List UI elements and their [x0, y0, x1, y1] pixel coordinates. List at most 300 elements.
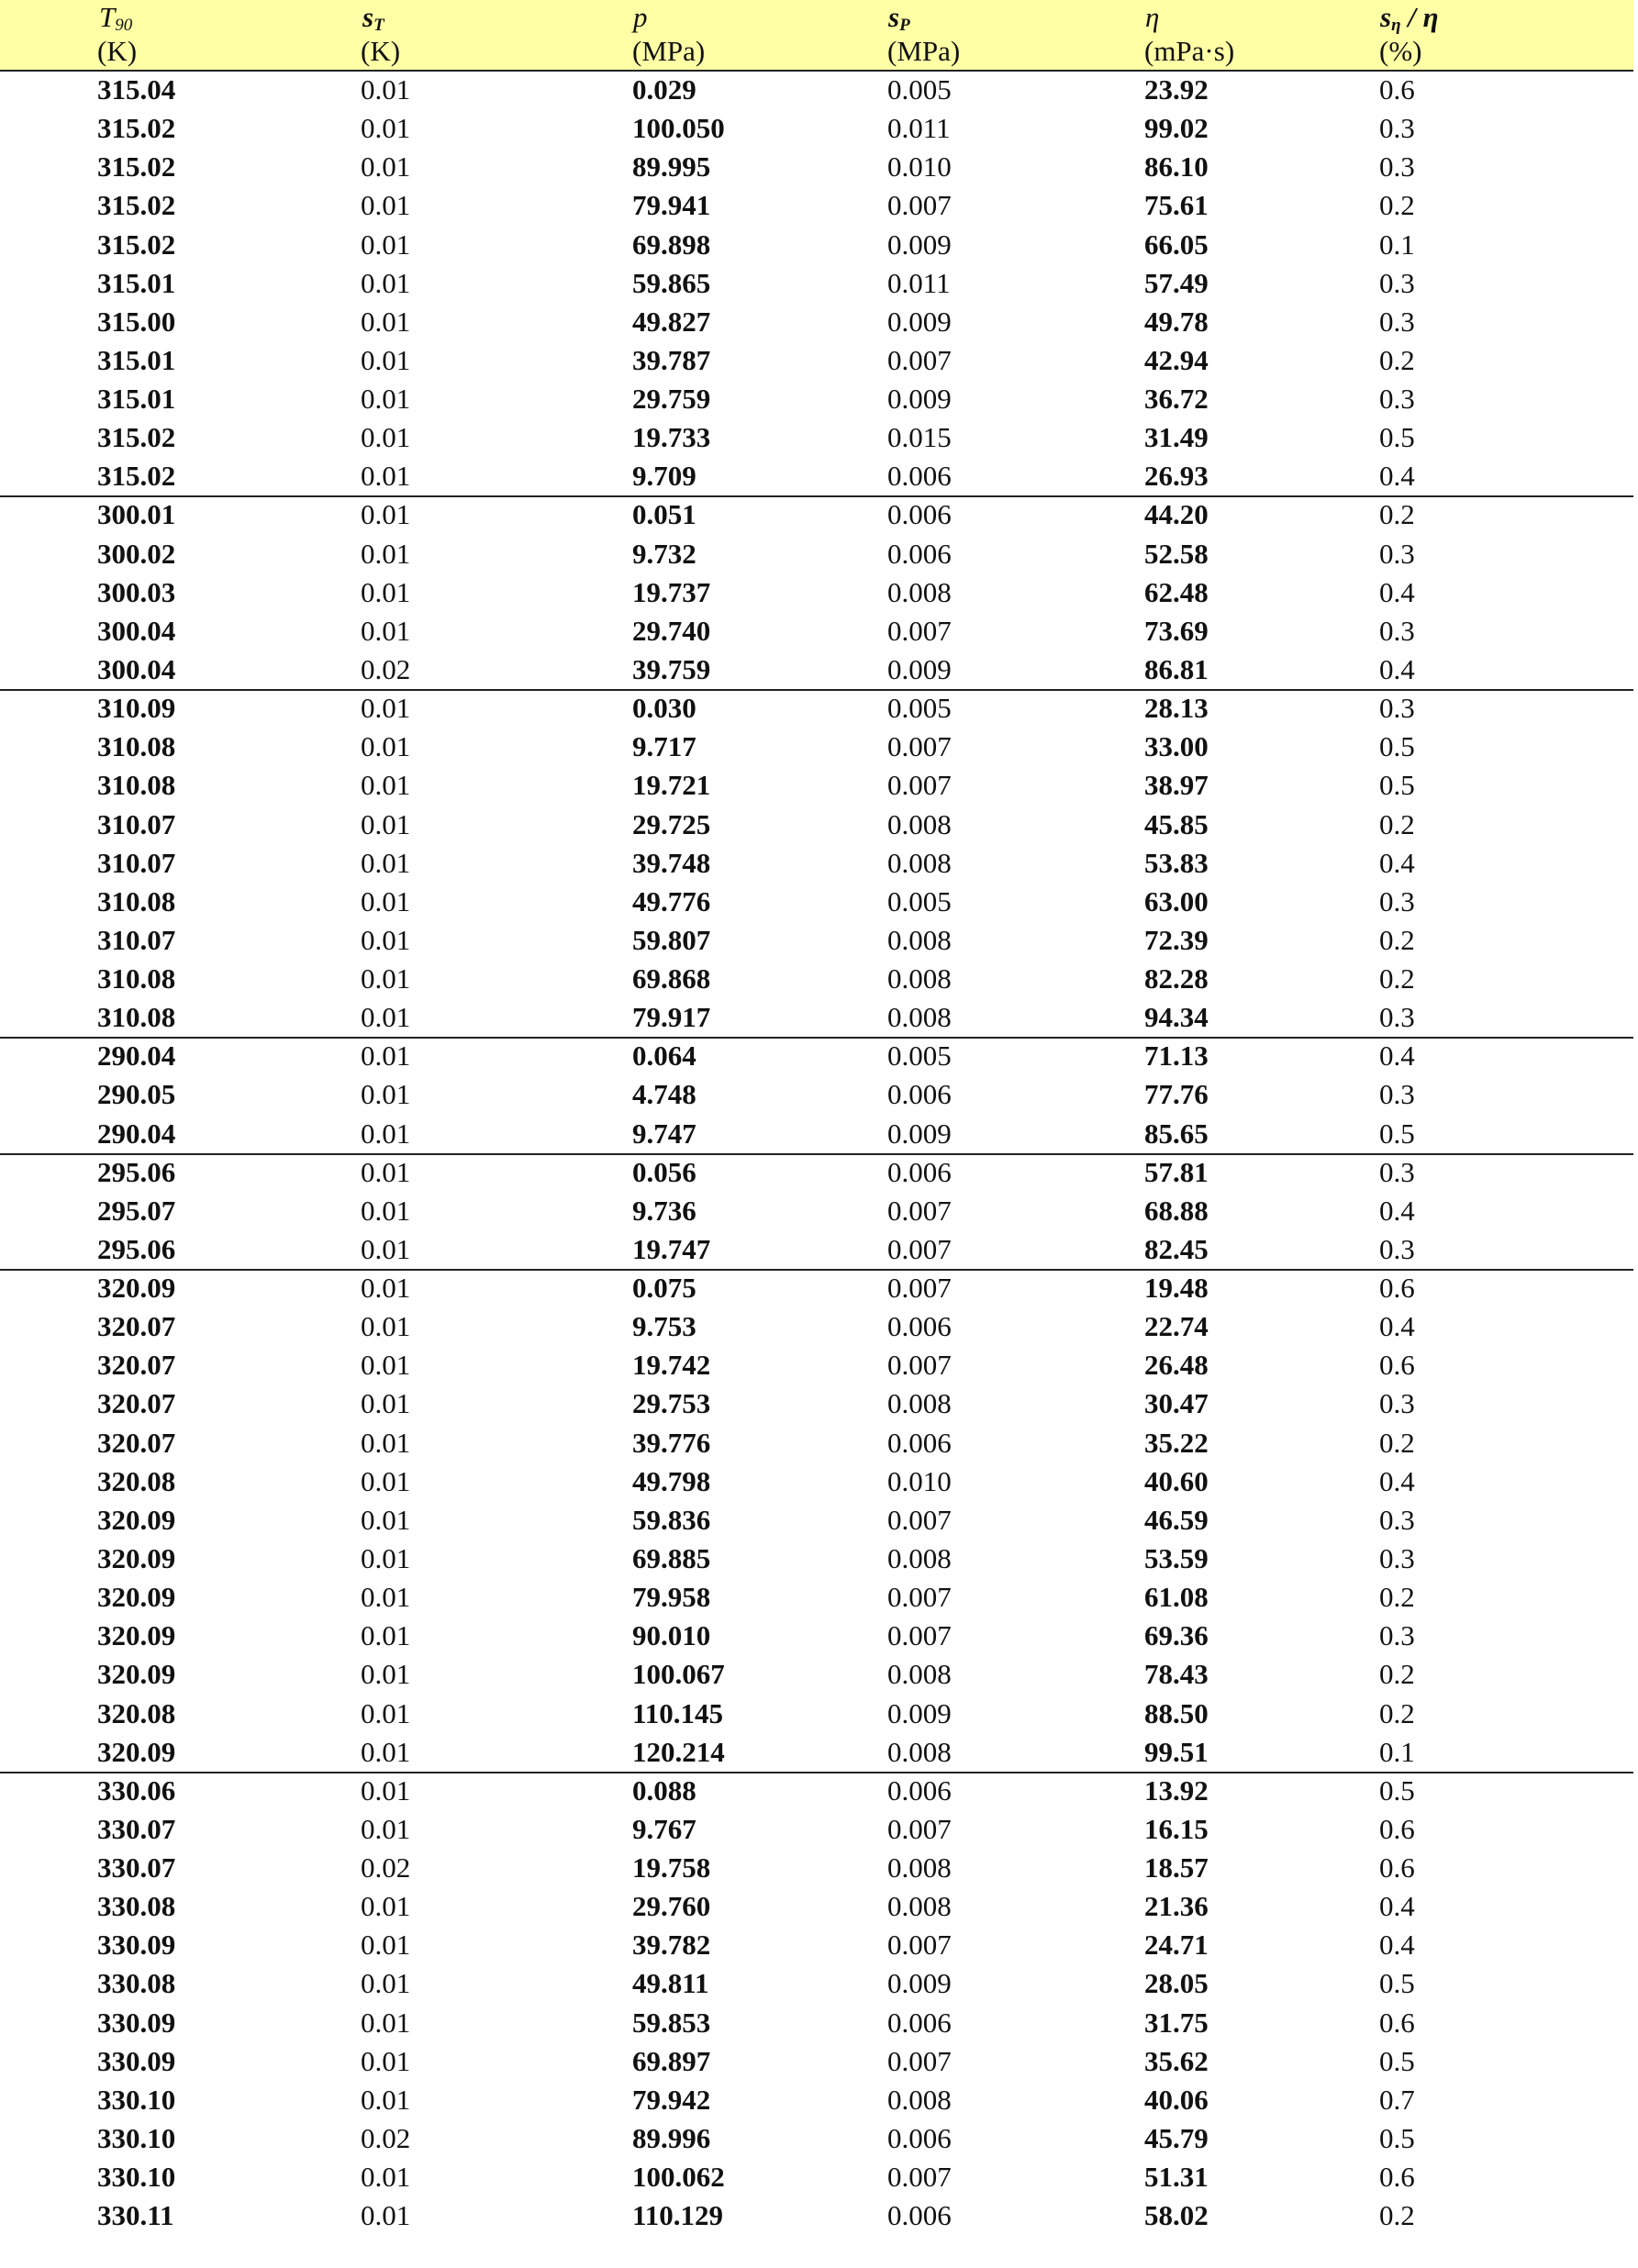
- cell-temperature: 310.09: [97, 692, 176, 725]
- cell-temperature: 330.09: [97, 2006, 176, 2039]
- cell-viscosity: 40.06: [1144, 2083, 1209, 2116]
- cell-relative-uncertainty: 0.4: [1379, 1040, 1415, 1073]
- cell-pressure: 79.941: [632, 189, 711, 222]
- cell-pressure-uncertainty: 0.007: [887, 189, 952, 222]
- cell-pressure-uncertainty: 0.006: [887, 2199, 952, 2232]
- cell-relative-uncertainty: 0.5: [1379, 730, 1415, 763]
- cell-relative-uncertainty: 0.5: [1379, 769, 1415, 802]
- cell-pressure-uncertainty: 0.007: [887, 1232, 952, 1265]
- cell-viscosity: 35.22: [1144, 1426, 1209, 1459]
- cell-pressure: 9.747: [632, 1117, 696, 1150]
- cell-temperature-uncertainty: 0.01: [361, 614, 411, 647]
- cell-pressure-uncertainty: 0.007: [887, 769, 952, 802]
- cell-temperature-uncertainty: 0.01: [361, 1464, 411, 1497]
- cell-pressure: 0.029: [632, 73, 696, 106]
- cell-pressure: 59.865: [632, 266, 711, 299]
- cell-temperature-uncertainty: 0.01: [361, 2199, 411, 2232]
- cell-relative-uncertainty: 0.3: [1379, 1619, 1415, 1652]
- cell-viscosity: 82.45: [1144, 1232, 1209, 1265]
- cell-temperature: 320.07: [97, 1310, 176, 1343]
- cell-pressure: 0.051: [632, 498, 696, 531]
- cell-temperature-uncertainty: 0.01: [361, 1117, 411, 1150]
- cell-temperature: 310.08: [97, 884, 176, 917]
- cell-temperature-uncertainty: 0.01: [361, 112, 411, 145]
- cell-viscosity: 38.97: [1144, 769, 1209, 802]
- cell-pressure-uncertainty: 0.008: [887, 962, 952, 995]
- cell-pressure: 0.088: [632, 1773, 696, 1807]
- unit-viscosity: (mPa·s): [1144, 35, 1235, 67]
- cell-temperature: 295.07: [97, 1194, 176, 1227]
- cell-temperature: 320.09: [97, 1503, 176, 1536]
- cell-viscosity: 52.58: [1144, 537, 1209, 570]
- cell-temperature: 315.04: [97, 73, 176, 106]
- cell-pressure: 110.145: [632, 1696, 724, 1729]
- cell-relative-uncertainty: 0.3: [1379, 692, 1415, 725]
- cell-viscosity: 16.15: [1144, 1812, 1209, 1845]
- cell-pressure: 69.898: [632, 228, 711, 261]
- cell-temperature: 320.09: [97, 1581, 176, 1614]
- cell-temperature: 310.08: [97, 1001, 176, 1034]
- table-header: [0, 0, 1633, 72]
- cell-pressure: 39.782: [632, 1929, 711, 1962]
- cell-pressure-uncertainty: 0.007: [887, 730, 952, 763]
- cell-temperature: 320.09: [97, 1658, 176, 1691]
- cell-temperature-uncertainty: 0.01: [361, 1310, 411, 1343]
- cell-pressure: 89.996: [632, 2121, 711, 2154]
- cell-viscosity: 77.76: [1144, 1078, 1209, 1111]
- cell-temperature: 330.11: [97, 2199, 174, 2232]
- cell-pressure-uncertainty: 0.008: [887, 575, 952, 608]
- cell-viscosity: 46.59: [1144, 1503, 1209, 1536]
- cell-pressure: 79.917: [632, 1001, 711, 1034]
- cell-pressure-uncertainty: 0.010: [887, 150, 952, 183]
- cell-relative-uncertainty: 0.3: [1379, 383, 1415, 415]
- cell-pressure-uncertainty: 0.008: [887, 1387, 952, 1420]
- cell-pressure-uncertainty: 0.007: [887, 1272, 952, 1304]
- cell-relative-uncertainty: 0.3: [1379, 1541, 1415, 1574]
- cell-temperature: 295.06: [97, 1232, 176, 1265]
- cell-temperature-uncertainty: 0.01: [361, 537, 411, 570]
- cell-relative-uncertainty: 0.6: [1379, 2161, 1415, 2193]
- cell-temperature-uncertainty: 0.01: [361, 575, 411, 608]
- cell-viscosity: 30.47: [1144, 1387, 1209, 1420]
- cell-viscosity: 26.48: [1144, 1349, 1209, 1382]
- cell-viscosity: 51.31: [1144, 2161, 1209, 2193]
- cell-temperature-uncertainty: 0.01: [361, 1890, 411, 1923]
- cell-pressure-uncertainty: 0.005: [887, 692, 952, 725]
- cell-temperature-uncertainty: 0.01: [361, 1619, 411, 1652]
- cell-temperature: 320.08: [97, 1696, 176, 1729]
- cell-pressure-uncertainty: 0.009: [887, 305, 952, 338]
- cell-temperature: 300.04: [97, 653, 176, 685]
- cell-pressure-uncertainty: 0.007: [887, 1619, 952, 1652]
- cell-relative-uncertainty: 0.2: [1379, 2199, 1415, 2232]
- cell-relative-uncertainty: 0.3: [1379, 1155, 1415, 1188]
- cell-pressure-uncertainty: 0.008: [887, 1541, 952, 1574]
- cell-pressure: 29.753: [632, 1387, 711, 1420]
- cell-temperature-uncertainty: 0.01: [361, 2161, 411, 2193]
- cell-relative-uncertainty: 0.6: [1379, 1272, 1415, 1304]
- cell-viscosity: 19.48: [1144, 1272, 1209, 1304]
- cell-temperature-uncertainty: 0.01: [361, 1349, 411, 1382]
- cell-pressure-uncertainty: 0.006: [887, 1773, 952, 1807]
- cell-pressure: 0.030: [632, 692, 696, 725]
- cell-temperature-uncertainty: 0.01: [361, 2083, 411, 2116]
- cell-relative-uncertainty: 0.4: [1379, 1194, 1415, 1227]
- header-temperature: $T_{90}$: [99, 1, 133, 35]
- cell-viscosity: 13.92: [1144, 1773, 1209, 1807]
- cell-temperature-uncertainty: 0.01: [361, 1967, 411, 2000]
- cell-temperature: 295.06: [97, 1155, 176, 1188]
- cell-viscosity: 31.75: [1144, 2006, 1209, 2039]
- cell-temperature-uncertainty: 0.01: [361, 923, 411, 956]
- cell-pressure-uncertainty: 0.009: [887, 228, 952, 261]
- cell-relative-uncertainty: 0.6: [1379, 73, 1415, 106]
- cell-viscosity: 62.48: [1144, 575, 1209, 608]
- cell-pressure-uncertainty: 0.007: [887, 1349, 952, 1382]
- cell-pressure-uncertainty: 0.007: [887, 1194, 952, 1227]
- cell-pressure: 89.995: [632, 150, 711, 183]
- cell-pressure-uncertainty: 0.005: [887, 884, 952, 917]
- cell-pressure: 29.760: [632, 1890, 711, 1923]
- cell-pressure: 9.717: [632, 730, 696, 763]
- cell-viscosity: 99.02: [1144, 112, 1209, 145]
- cell-pressure: 39.787: [632, 343, 711, 376]
- cell-viscosity: 22.74: [1144, 1310, 1209, 1343]
- cell-temperature: 330.08: [97, 1890, 176, 1923]
- cell-relative-uncertainty: 0.3: [1379, 537, 1415, 570]
- cell-temperature: 300.03: [97, 575, 176, 608]
- cell-pressure: 100.062: [632, 2161, 725, 2193]
- cell-pressure: 49.827: [632, 305, 711, 338]
- cell-temperature: 310.07: [97, 807, 176, 840]
- cell-viscosity: 85.65: [1144, 1117, 1209, 1150]
- cell-viscosity: 69.36: [1144, 1619, 1209, 1652]
- cell-pressure-uncertainty: 0.009: [887, 383, 952, 415]
- cell-relative-uncertainty: 0.3: [1379, 305, 1415, 338]
- cell-viscosity: 49.78: [1144, 305, 1209, 338]
- cell-relative-uncertainty: 0.6: [1379, 1812, 1415, 1845]
- cell-pressure: 69.885: [632, 1541, 711, 1574]
- cell-pressure-uncertainty: 0.007: [887, 2044, 952, 2077]
- cell-viscosity: 28.05: [1144, 1967, 1209, 2000]
- cell-pressure: 9.753: [632, 1310, 696, 1343]
- cell-temperature-uncertainty: 0.01: [361, 1696, 411, 1729]
- cell-relative-uncertainty: 0.1: [1379, 1735, 1415, 1768]
- cell-relative-uncertainty: 0.4: [1379, 1464, 1415, 1497]
- cell-temperature-uncertainty: 0.01: [361, 884, 411, 917]
- cell-relative-uncertainty: 0.3: [1379, 1232, 1415, 1265]
- cell-temperature-uncertainty: 0.01: [361, 1194, 411, 1227]
- cell-pressure: 59.836: [632, 1503, 711, 1536]
- cell-temperature: 315.02: [97, 189, 176, 222]
- cell-pressure: 110.129: [632, 2199, 724, 2232]
- cell-viscosity: 53.59: [1144, 1541, 1209, 1574]
- cell-temperature: 310.08: [97, 962, 176, 995]
- cell-pressure: 9.732: [632, 537, 696, 570]
- cell-viscosity: 35.62: [1144, 2044, 1209, 2077]
- cell-pressure-uncertainty: 0.009: [887, 653, 952, 685]
- cell-temperature: 290.05: [97, 1078, 176, 1111]
- cell-pressure-uncertainty: 0.009: [887, 1117, 952, 1150]
- cell-temperature: 320.09: [97, 1735, 176, 1768]
- cell-relative-uncertainty: 0.2: [1379, 1696, 1415, 1729]
- header-viscosity: η: [1145, 1, 1160, 33]
- cell-pressure: 0.064: [632, 1040, 696, 1073]
- cell-temperature-uncertainty: 0.01: [361, 1658, 411, 1691]
- cell-viscosity: 99.51: [1144, 1735, 1209, 1768]
- cell-pressure-uncertainty: 0.008: [887, 846, 952, 879]
- unit-relative-uncertainty: (%): [1379, 35, 1422, 67]
- cell-relative-uncertainty: 0.7: [1379, 2083, 1415, 2116]
- cell-temperature-uncertainty: 0.01: [361, 2006, 411, 2039]
- cell-relative-uncertainty: 0.4: [1379, 1890, 1415, 1923]
- cell-pressure: 79.942: [632, 2083, 711, 2116]
- cell-pressure-uncertainty: 0.008: [887, 807, 952, 840]
- cell-relative-uncertainty: 0.2: [1379, 498, 1415, 531]
- cell-temperature: 320.07: [97, 1426, 176, 1459]
- cell-pressure-uncertainty: 0.011: [887, 266, 951, 299]
- cell-temperature-uncertainty: 0.01: [361, 2044, 411, 2077]
- cell-temperature: 315.02: [97, 228, 176, 261]
- cell-relative-uncertainty: 0.3: [1379, 1001, 1415, 1034]
- cell-pressure-uncertainty: 0.009: [887, 1967, 952, 2000]
- cell-temperature-uncertainty: 0.01: [361, 421, 411, 454]
- cell-relative-uncertainty: 0.2: [1379, 962, 1415, 995]
- cell-relative-uncertainty: 0.1: [1379, 228, 1415, 261]
- cell-temperature: 330.08: [97, 1967, 176, 2000]
- header-pressure-uncertainty: $s_P$: [888, 1, 910, 35]
- cell-temperature-uncertainty: 0.01: [361, 1541, 411, 1574]
- cell-temperature: 330.09: [97, 2044, 176, 2077]
- cell-pressure: 9.736: [632, 1194, 696, 1227]
- cell-temperature-uncertainty: 0.02: [361, 653, 411, 685]
- cell-temperature-uncertainty: 0.01: [361, 807, 411, 840]
- cell-pressure: 0.056: [632, 1155, 696, 1188]
- cell-viscosity: 78.43: [1144, 1658, 1209, 1691]
- cell-pressure: 59.807: [632, 923, 711, 956]
- cell-relative-uncertainty: 0.3: [1379, 1387, 1415, 1420]
- cell-pressure: 59.853: [632, 2006, 711, 2039]
- cell-relative-uncertainty: 0.5: [1379, 2044, 1415, 2077]
- cell-temperature-uncertainty: 0.01: [361, 1426, 411, 1459]
- cell-relative-uncertainty: 0.5: [1379, 1773, 1415, 1807]
- cell-temperature: 300.01: [97, 498, 176, 531]
- cell-temperature: 315.02: [97, 112, 176, 145]
- unit-temperature: (K): [97, 35, 138, 67]
- header-temperature-uncertainty: $s_T$: [362, 1, 384, 35]
- cell-pressure: 0.075: [632, 1272, 696, 1304]
- cell-pressure-uncertainty: 0.011: [887, 112, 951, 145]
- cell-pressure: 39.776: [632, 1426, 711, 1459]
- cell-relative-uncertainty: 0.3: [1379, 112, 1415, 145]
- cell-temperature: 315.02: [97, 460, 176, 493]
- cell-temperature-uncertainty: 0.01: [361, 1735, 411, 1768]
- cell-relative-uncertainty: 0.6: [1379, 1851, 1415, 1884]
- cell-relative-uncertainty: 0.4: [1379, 1929, 1415, 1962]
- cell-pressure: 19.737: [632, 575, 711, 608]
- cell-pressure-uncertainty: 0.008: [887, 1658, 952, 1691]
- cell-relative-uncertainty: 0.5: [1379, 2121, 1415, 2154]
- cell-temperature-uncertainty: 0.01: [361, 692, 411, 725]
- cell-pressure-uncertainty: 0.007: [887, 1812, 952, 1845]
- cell-temperature-uncertainty: 0.01: [361, 1929, 411, 1962]
- cell-pressure-uncertainty: 0.005: [887, 1040, 952, 1073]
- cell-temperature-uncertainty: 0.01: [361, 189, 411, 222]
- cell-viscosity: 31.49: [1144, 421, 1209, 454]
- cell-temperature-uncertainty: 0.01: [361, 305, 411, 338]
- cell-relative-uncertainty: 0.3: [1379, 884, 1415, 917]
- cell-pressure-uncertainty: 0.006: [887, 1078, 952, 1111]
- cell-pressure-uncertainty: 0.006: [887, 2006, 952, 2039]
- cell-relative-uncertainty: 0.2: [1379, 1426, 1415, 1459]
- cell-relative-uncertainty: 0.5: [1379, 1967, 1415, 2000]
- cell-viscosity: 73.69: [1144, 614, 1209, 647]
- cell-temperature-uncertainty: 0.01: [361, 1001, 411, 1034]
- cell-pressure-uncertainty: 0.007: [887, 343, 952, 376]
- cell-temperature-uncertainty: 0.01: [361, 498, 411, 531]
- cell-relative-uncertainty: 0.3: [1379, 1503, 1415, 1536]
- cell-temperature: 320.08: [97, 1464, 176, 1497]
- cell-pressure-uncertainty: 0.008: [887, 1735, 952, 1768]
- cell-pressure-uncertainty: 0.010: [887, 1464, 952, 1497]
- cell-temperature: 320.07: [97, 1387, 176, 1420]
- cell-temperature-uncertainty: 0.01: [361, 383, 411, 415]
- cell-viscosity: 18.57: [1144, 1851, 1209, 1884]
- cell-pressure-uncertainty: 0.008: [887, 2083, 952, 2116]
- cell-viscosity: 63.00: [1144, 884, 1209, 917]
- cell-relative-uncertainty: 0.4: [1379, 1310, 1415, 1343]
- cell-pressure: 29.759: [632, 383, 711, 415]
- cell-temperature-uncertainty: 0.01: [361, 1773, 411, 1807]
- cell-temperature: 310.08: [97, 769, 176, 802]
- cell-viscosity: 45.85: [1144, 807, 1209, 840]
- cell-temperature: 330.10: [97, 2083, 176, 2116]
- cell-temperature-uncertainty: 0.01: [361, 343, 411, 376]
- cell-viscosity: 24.71: [1144, 1929, 1209, 1962]
- cell-pressure: 29.725: [632, 807, 711, 840]
- cell-pressure: 90.010: [632, 1619, 711, 1652]
- cell-pressure: 19.721: [632, 769, 711, 802]
- cell-temperature-uncertainty: 0.01: [361, 228, 411, 261]
- cell-pressure: 49.776: [632, 884, 711, 917]
- cell-temperature-uncertainty: 0.01: [361, 150, 411, 183]
- cell-pressure: 69.897: [632, 2044, 711, 2077]
- cell-viscosity: 53.83: [1144, 846, 1209, 879]
- cell-temperature-uncertainty: 0.01: [361, 1581, 411, 1614]
- cell-viscosity: 40.60: [1144, 1464, 1209, 1497]
- cell-temperature: 310.07: [97, 846, 176, 879]
- cell-temperature: 320.09: [97, 1541, 176, 1574]
- cell-viscosity: 26.93: [1144, 460, 1209, 493]
- cell-pressure: 100.067: [632, 1658, 725, 1691]
- cell-viscosity: 94.34: [1144, 1001, 1209, 1034]
- cell-pressure-uncertainty: 0.006: [887, 1155, 952, 1188]
- cell-pressure-uncertainty: 0.009: [887, 1696, 952, 1729]
- unit-temperature-uncertainty: (K): [361, 35, 401, 67]
- cell-temperature-uncertainty: 0.01: [361, 1503, 411, 1536]
- cell-temperature: 315.01: [97, 383, 176, 415]
- cell-pressure-uncertainty: 0.015: [887, 421, 952, 454]
- cell-pressure-uncertainty: 0.007: [887, 1581, 952, 1614]
- cell-pressure-uncertainty: 0.007: [887, 2161, 952, 2193]
- cell-temperature: 300.02: [97, 537, 176, 570]
- cell-pressure: 120.214: [632, 1735, 725, 1768]
- cell-relative-uncertainty: 0.2: [1379, 1658, 1415, 1691]
- cell-viscosity: 28.13: [1144, 692, 1209, 725]
- cell-viscosity: 42.94: [1144, 343, 1209, 376]
- cell-viscosity: 86.10: [1144, 150, 1209, 183]
- cell-temperature: 330.09: [97, 1929, 176, 1962]
- cell-relative-uncertainty: 0.5: [1379, 1117, 1415, 1150]
- cell-viscosity: 58.02: [1144, 2199, 1209, 2232]
- cell-viscosity: 33.00: [1144, 730, 1209, 763]
- cell-viscosity: 61.08: [1144, 1581, 1209, 1614]
- cell-pressure: 79.958: [632, 1581, 711, 1614]
- cell-temperature: 330.06: [97, 1773, 176, 1807]
- cell-pressure: 39.748: [632, 846, 711, 879]
- cell-pressure-uncertainty: 0.008: [887, 1851, 952, 1884]
- cell-temperature-uncertainty: 0.01: [361, 769, 411, 802]
- cell-relative-uncertainty: 0.2: [1379, 189, 1415, 222]
- header-relative-uncertainty: $s_\eta$ / η: [1380, 1, 1439, 35]
- cell-pressure: 19.747: [632, 1232, 711, 1265]
- cell-temperature-uncertainty: 0.01: [361, 266, 411, 299]
- cell-pressure: 100.050: [632, 112, 725, 145]
- cell-viscosity: 57.49: [1144, 266, 1209, 299]
- cell-relative-uncertainty: 0.2: [1379, 807, 1415, 840]
- cell-pressure: 9.767: [632, 1812, 696, 1845]
- cell-relative-uncertainty: 0.3: [1379, 266, 1415, 299]
- cell-relative-uncertainty: 0.3: [1379, 614, 1415, 647]
- cell-viscosity: 45.79: [1144, 2121, 1209, 2154]
- cell-temperature-uncertainty: 0.01: [361, 73, 411, 106]
- cell-viscosity: 21.36: [1144, 1890, 1209, 1923]
- cell-temperature: 315.01: [97, 266, 176, 299]
- cell-relative-uncertainty: 0.6: [1379, 2006, 1415, 2039]
- cell-viscosity: 75.61: [1144, 189, 1209, 222]
- cell-viscosity: 36.72: [1144, 383, 1209, 415]
- cell-viscosity: 57.81: [1144, 1155, 1209, 1188]
- cell-relative-uncertainty: 0.4: [1379, 653, 1415, 685]
- cell-pressure: 39.759: [632, 653, 711, 685]
- cell-temperature: 330.07: [97, 1812, 176, 1845]
- cell-temperature-uncertainty: 0.01: [361, 460, 411, 493]
- cell-pressure-uncertainty: 0.008: [887, 1890, 952, 1923]
- cell-pressure: 19.758: [632, 1851, 711, 1884]
- cell-viscosity: 66.05: [1144, 228, 1209, 261]
- cell-temperature-uncertainty: 0.02: [361, 1851, 411, 1884]
- cell-temperature: 315.02: [97, 421, 176, 454]
- cell-pressure: 19.742: [632, 1349, 711, 1382]
- cell-temperature: 315.02: [97, 150, 176, 183]
- cell-viscosity: 23.92: [1144, 73, 1209, 106]
- cell-relative-uncertainty: 0.2: [1379, 1581, 1415, 1614]
- cell-relative-uncertainty: 0.4: [1379, 846, 1415, 879]
- cell-temperature-uncertainty: 0.01: [361, 846, 411, 879]
- cell-viscosity: 71.13: [1144, 1040, 1209, 1073]
- cell-temperature: 330.10: [97, 2121, 176, 2154]
- cell-temperature-uncertainty: 0.02: [361, 2121, 411, 2154]
- cell-relative-uncertainty: 0.5: [1379, 421, 1415, 454]
- cell-pressure-uncertainty: 0.006: [887, 460, 952, 493]
- cell-temperature: 330.10: [97, 2161, 176, 2193]
- cell-viscosity: 44.20: [1144, 498, 1209, 531]
- cell-pressure-uncertainty: 0.008: [887, 923, 952, 956]
- cell-temperature: 315.00: [97, 305, 176, 338]
- cell-temperature-uncertainty: 0.01: [361, 730, 411, 763]
- cell-temperature-uncertainty: 0.01: [361, 1155, 411, 1188]
